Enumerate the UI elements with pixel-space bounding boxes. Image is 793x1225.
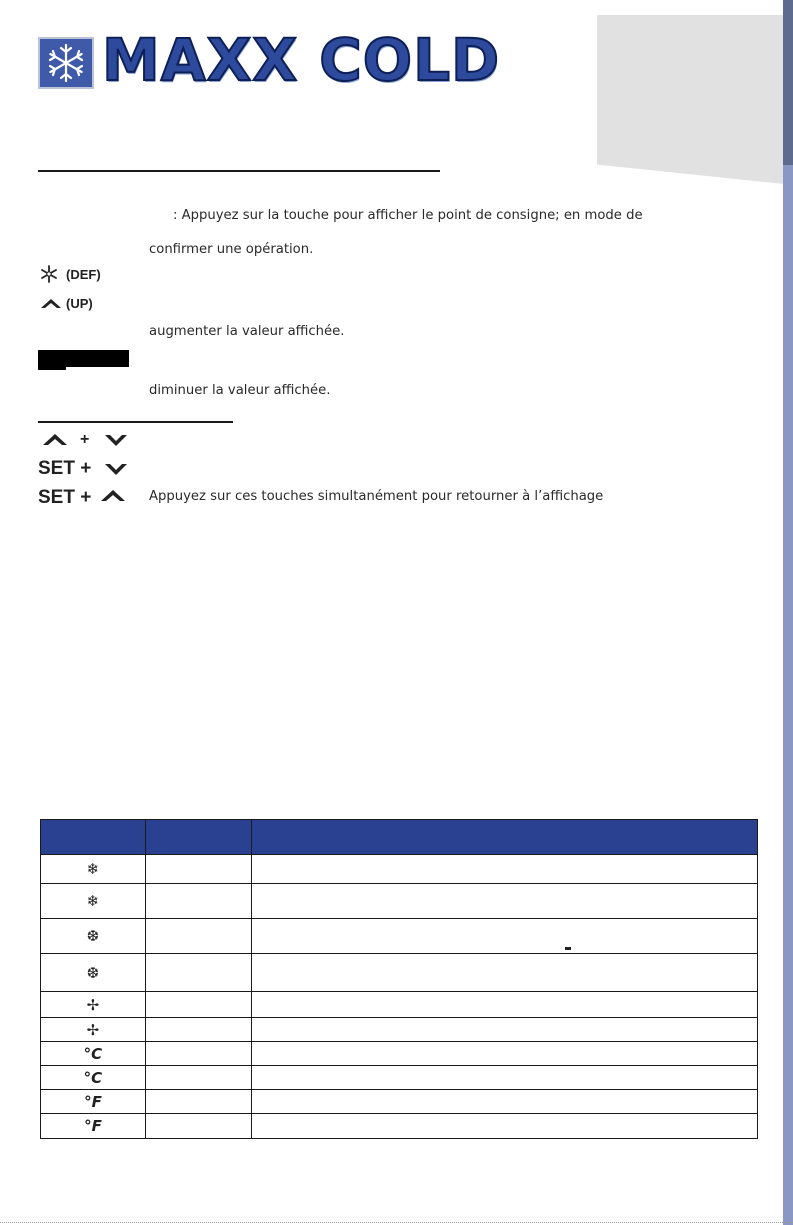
table-row <box>41 855 758 884</box>
brand-logo-text: MAXX COLD <box>102 26 501 94</box>
table-mark <box>565 947 571 950</box>
snowflake-icon: ❄ <box>41 855 146 884</box>
page-side-stripe <box>783 0 793 1225</box>
confirm-description: confirmer une opération. <box>149 242 314 257</box>
page-bottom-dotted-rule <box>0 1222 793 1223</box>
table-row <box>41 1018 758 1042</box>
combo-plus: + <box>80 431 90 448</box>
up-arrow-icon <box>40 297 62 309</box>
header-mode <box>145 820 251 855</box>
up-arrow-icon <box>42 432 68 446</box>
snowflake-icon: ❄ <box>41 884 146 919</box>
table-row <box>41 992 758 1018</box>
table-row <box>41 1090 758 1114</box>
down-key-redaction-tail <box>38 367 66 370</box>
section-rule-keys <box>38 170 440 172</box>
table-row <box>41 1066 758 1090</box>
table-row <box>41 954 758 992</box>
def-key-label: (DEF) <box>66 267 101 282</box>
set-plus-label: SET + <box>38 487 92 508</box>
defrost-icon: ❆ <box>41 919 146 954</box>
up-arrow-icon <box>100 488 126 502</box>
table-row <box>41 1042 758 1066</box>
table-row <box>41 1114 758 1139</box>
page-corner-tab <box>597 15 793 185</box>
down-arrow-icon <box>104 463 128 477</box>
fahrenheit-icon: °F <box>41 1090 146 1114</box>
fan-icon: ✢ <box>41 992 146 1018</box>
page-side-stripe-top <box>783 0 793 165</box>
fan-icon: ✢ <box>41 1018 146 1042</box>
fahrenheit-icon: °F <box>41 1114 146 1139</box>
down-arrow-icon <box>104 434 128 448</box>
up-key-label: (UP) <box>66 296 93 311</box>
increase-description: augmenter la valeur affichée. <box>149 324 345 339</box>
logo-snowflake-badge <box>38 37 94 89</box>
header-icon <box>41 820 146 855</box>
snowflake-icon <box>40 39 92 87</box>
celsius-icon: °C <box>41 1066 146 1090</box>
celsius-icon: °C <box>41 1042 146 1066</box>
table-row <box>41 919 758 954</box>
set-key-description: : Appuyez sur la touche pour afficher le point de consigne; en mode de <box>173 208 643 223</box>
section-rule-combos <box>38 421 233 423</box>
defrost-snowflake-icon <box>40 265 58 283</box>
down-key-redaction <box>38 350 129 367</box>
decrease-description: diminuer la valeur affichée. <box>149 383 331 398</box>
icon-meaning-table <box>40 819 758 1139</box>
table-row <box>41 884 758 919</box>
set-plus-label: SET + <box>38 458 92 479</box>
header-function <box>251 820 757 855</box>
defrost-icon: ❆ <box>41 954 146 992</box>
return-display-description: Appuyez sur ces touches simultanément pour retourner à l’affichage <box>149 489 604 504</box>
table-header-row <box>41 820 758 855</box>
